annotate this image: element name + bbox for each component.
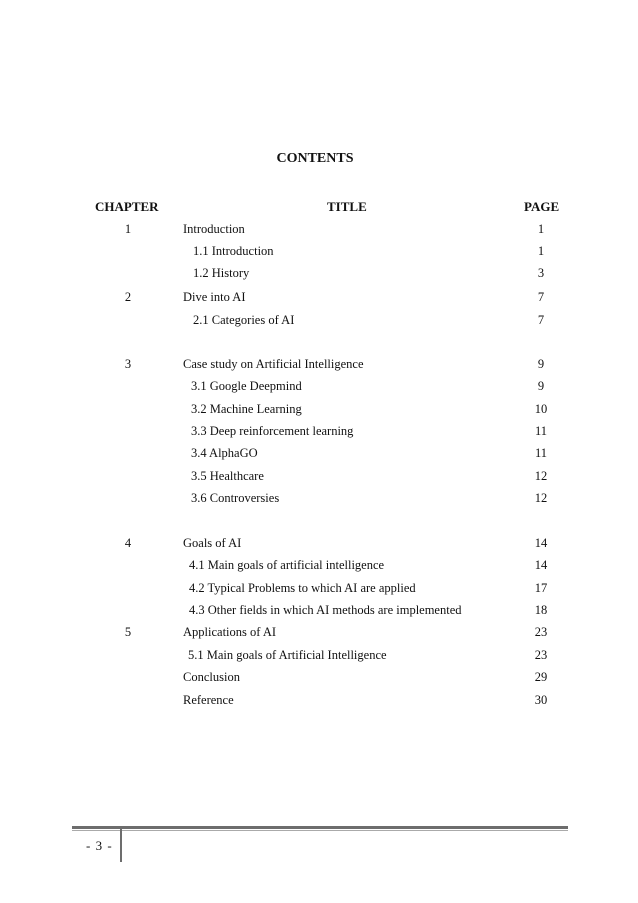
entry-page: 11	[534, 446, 548, 460]
page-title: CONTENTS	[276, 151, 354, 166]
toc-row	[0, 670, 638, 686]
toc-row	[0, 357, 638, 373]
toc-row	[0, 313, 638, 329]
entry-page: 9	[537, 357, 545, 371]
entry-page: 23	[534, 648, 548, 662]
entry-title: 3.1 Google Deepmind	[191, 379, 302, 393]
entry-title: 3.6 Controversies	[191, 491, 280, 505]
entry-page: 11	[534, 424, 548, 438]
entry-title: Reference	[183, 693, 234, 707]
toc-row	[0, 648, 638, 664]
entry-title: Introduction	[183, 222, 245, 236]
entry-page: 14	[534, 536, 548, 550]
entry-title: 4.3 Other fields in which AI methods are implemented	[189, 603, 462, 617]
toc-row	[0, 402, 638, 418]
entry-page: 7	[537, 313, 545, 327]
entry-page: 3	[537, 266, 545, 280]
entry-page: 9	[537, 379, 545, 393]
entry-page: 10	[534, 402, 548, 416]
entry-title: Applications of AI	[183, 625, 277, 639]
toc-row	[0, 266, 638, 282]
footer-rule-thin	[72, 830, 568, 831]
header-chapter: CHAPTER	[95, 199, 159, 214]
entry-title: Goals of AI	[183, 536, 242, 550]
chapter-number: 5	[124, 625, 132, 639]
entry-title: Conclusion	[183, 670, 240, 684]
entry-page: 12	[534, 491, 548, 505]
entry-page: 29	[534, 670, 548, 684]
chapter-number: 3	[124, 357, 132, 371]
entry-title: 3.3 Deep reinforcement learning	[191, 424, 354, 438]
toc-row	[0, 603, 638, 619]
chapter-number: 4	[124, 536, 132, 550]
header-page: PAGE	[524, 199, 560, 214]
toc-row	[0, 446, 638, 462]
entry-page: 23	[534, 625, 548, 639]
entry-title: 5.1 Main goals of Artificial Intelligence	[188, 648, 387, 662]
entry-title: Dive into AI	[183, 290, 246, 304]
toc-row	[0, 558, 638, 574]
entry-title: 4.2 Typical Problems to which AI are applied	[189, 581, 416, 595]
toc-row	[0, 469, 638, 485]
entry-title: 3.5 Healthcare	[191, 469, 264, 483]
footer-page-number: - 3 -	[86, 838, 113, 853]
toc-row	[0, 693, 638, 709]
entry-title: Case study on Artificial Intelligence	[183, 357, 364, 371]
toc-row	[0, 290, 638, 306]
chapter-number: 2	[124, 290, 132, 304]
entry-page: 30	[534, 693, 548, 707]
toc-row	[0, 244, 638, 260]
toc-row	[0, 491, 638, 507]
entry-title: 4.1 Main goals of artificial intelligence	[189, 558, 385, 572]
toc-row	[0, 581, 638, 597]
toc-row	[0, 379, 638, 395]
entry-title: 2.1 Categories of AI	[193, 313, 295, 327]
entry-page: 12	[534, 469, 548, 483]
toc-row	[0, 625, 638, 641]
toc-row	[0, 424, 638, 440]
entry-title: 3.2 Machine Learning	[191, 402, 302, 416]
entry-title: 3.4 AlphaGO	[191, 446, 258, 460]
entry-page: 1	[537, 244, 545, 258]
toc-row	[0, 536, 638, 552]
entry-title: 1.2 History	[193, 266, 250, 280]
toc-row	[0, 222, 638, 238]
entry-page: 1	[537, 222, 545, 236]
header-title: TITLE	[327, 199, 367, 214]
entry-page: 14	[534, 558, 548, 572]
entry-page: 17	[534, 581, 548, 595]
entry-page: 7	[537, 290, 545, 304]
chapter-number: 1	[124, 222, 132, 236]
footer-divider	[120, 829, 122, 862]
entry-page: 18	[534, 603, 548, 617]
entry-title: 1.1 Introduction	[193, 244, 274, 258]
footer-rule	[72, 826, 568, 829]
